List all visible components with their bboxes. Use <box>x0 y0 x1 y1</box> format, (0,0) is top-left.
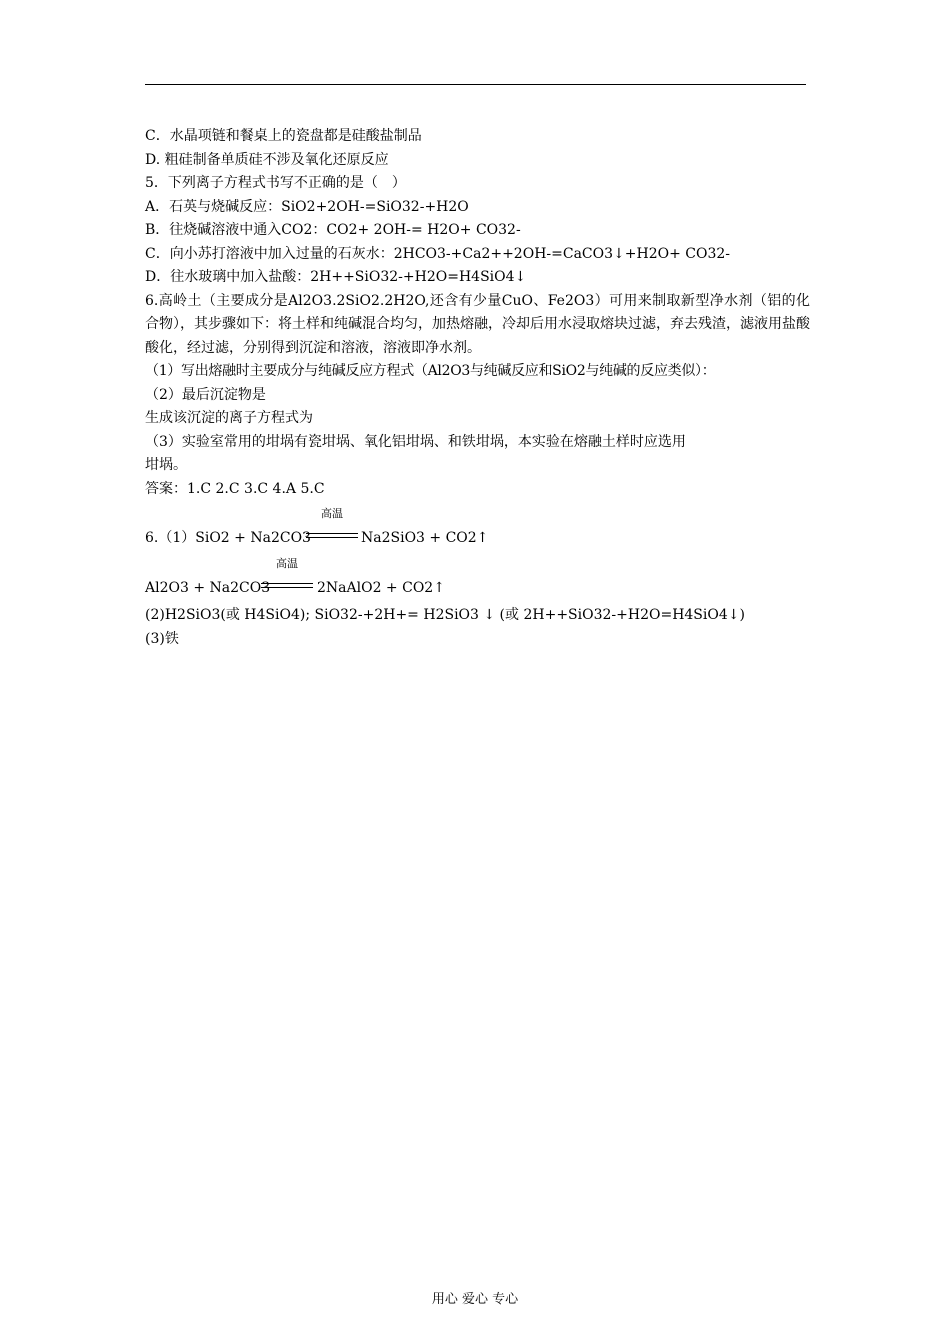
answer-part3: (3)铁 <box>145 630 179 647</box>
equation-2-equals-sign <box>261 583 313 588</box>
equation-2-products: 2NaAlO2 + CO2↑ <box>317 580 445 596</box>
q5-option-a: A．石英与烧碱反应：SiO2+2OH-=SiO32-+H2O <box>145 198 469 215</box>
page-footer: 用心 爱心 专心 <box>431 1292 519 1307</box>
q6-part2: （2）最后沉淀物是 <box>145 386 266 403</box>
equation-2-reactants: Al2O3 + Na2CO3 <box>145 580 271 596</box>
q4-option-c: C．水晶项链和餐桌上的瓷盘都是硅酸盐制品 <box>145 128 422 144</box>
equation-1-products: Na2SiO3 + CO2↑ <box>361 530 489 546</box>
equation-2-condition: 高温 <box>276 557 298 570</box>
q5-option-b: B．往烧碱溶液中通入CO2：CO2+ 2OH-= H2O+ CO32- <box>145 222 521 238</box>
q5-option-c: C．向小苏打溶液中加入过量的石灰水：2HCO3-+Ca2++2OH-=CaCO3↓+H2O+ CO32- <box>145 245 730 262</box>
q5-stem: 5．下列离子方程式书写不正确的是（ ） <box>145 175 406 191</box>
q6-part3-tail: 坩埚。 <box>145 457 187 473</box>
equation-2 <box>145 557 810 601</box>
q6-stem: 6.高岭土（主要成分是Al2O3.2SiO2.2H2O,还含有少量CuO、Fe2O3）可用来制取新型净水剂（铝的化合物），其步骤如下：将土样和纯碱混合均匀，加热熔融，冷却后用水浸取熔块过滤，弃去残渣，滤液用盐酸酸化，经过滤，分别得到沉淀和溶液，溶液即净水剂。 <box>145 292 810 356</box>
q6-part2-ionic: 生成该沉淀的离子方程式为 <box>145 410 313 426</box>
equation-1-equals-sign <box>306 533 358 538</box>
document-body <box>145 125 810 651</box>
equation-1-condition: 高温 <box>321 507 343 520</box>
answer-part2: (2)H2SiO3(或 H4SiO4); SiO32-+2H+= H2SiO3 ↓ (或 2H++SiO32-+H2O=H4SiO4↓) <box>145 607 745 623</box>
q4-option-d: D. 粗硅制备单质硅不涉及氧化还原反应 <box>145 151 389 168</box>
q5-option-d: D．往水玻璃中加入盐酸：2H++SiO32-+H2O=H4SiO4↓ <box>145 269 527 285</box>
answer-key: 答案：1.C 2.C 3.C 4.A 5.C <box>145 480 325 497</box>
q6-part3: （3）实验室常用的坩埚有瓷坩埚、氧化铝坩埚、和铁坩埚，本实验在熔融土样时应选用 <box>145 433 686 450</box>
equation-1-reactants: 6.（1）SiO2 + Na2CO3 <box>145 530 311 546</box>
header-rule <box>145 84 806 85</box>
equation-1 <box>145 507 810 551</box>
q6-part1: （1）写出熔融时主要成分与纯碱反应方程式（Al2O3与纯碱反应和SiO2与纯碱的反应类似）： <box>145 363 716 379</box>
